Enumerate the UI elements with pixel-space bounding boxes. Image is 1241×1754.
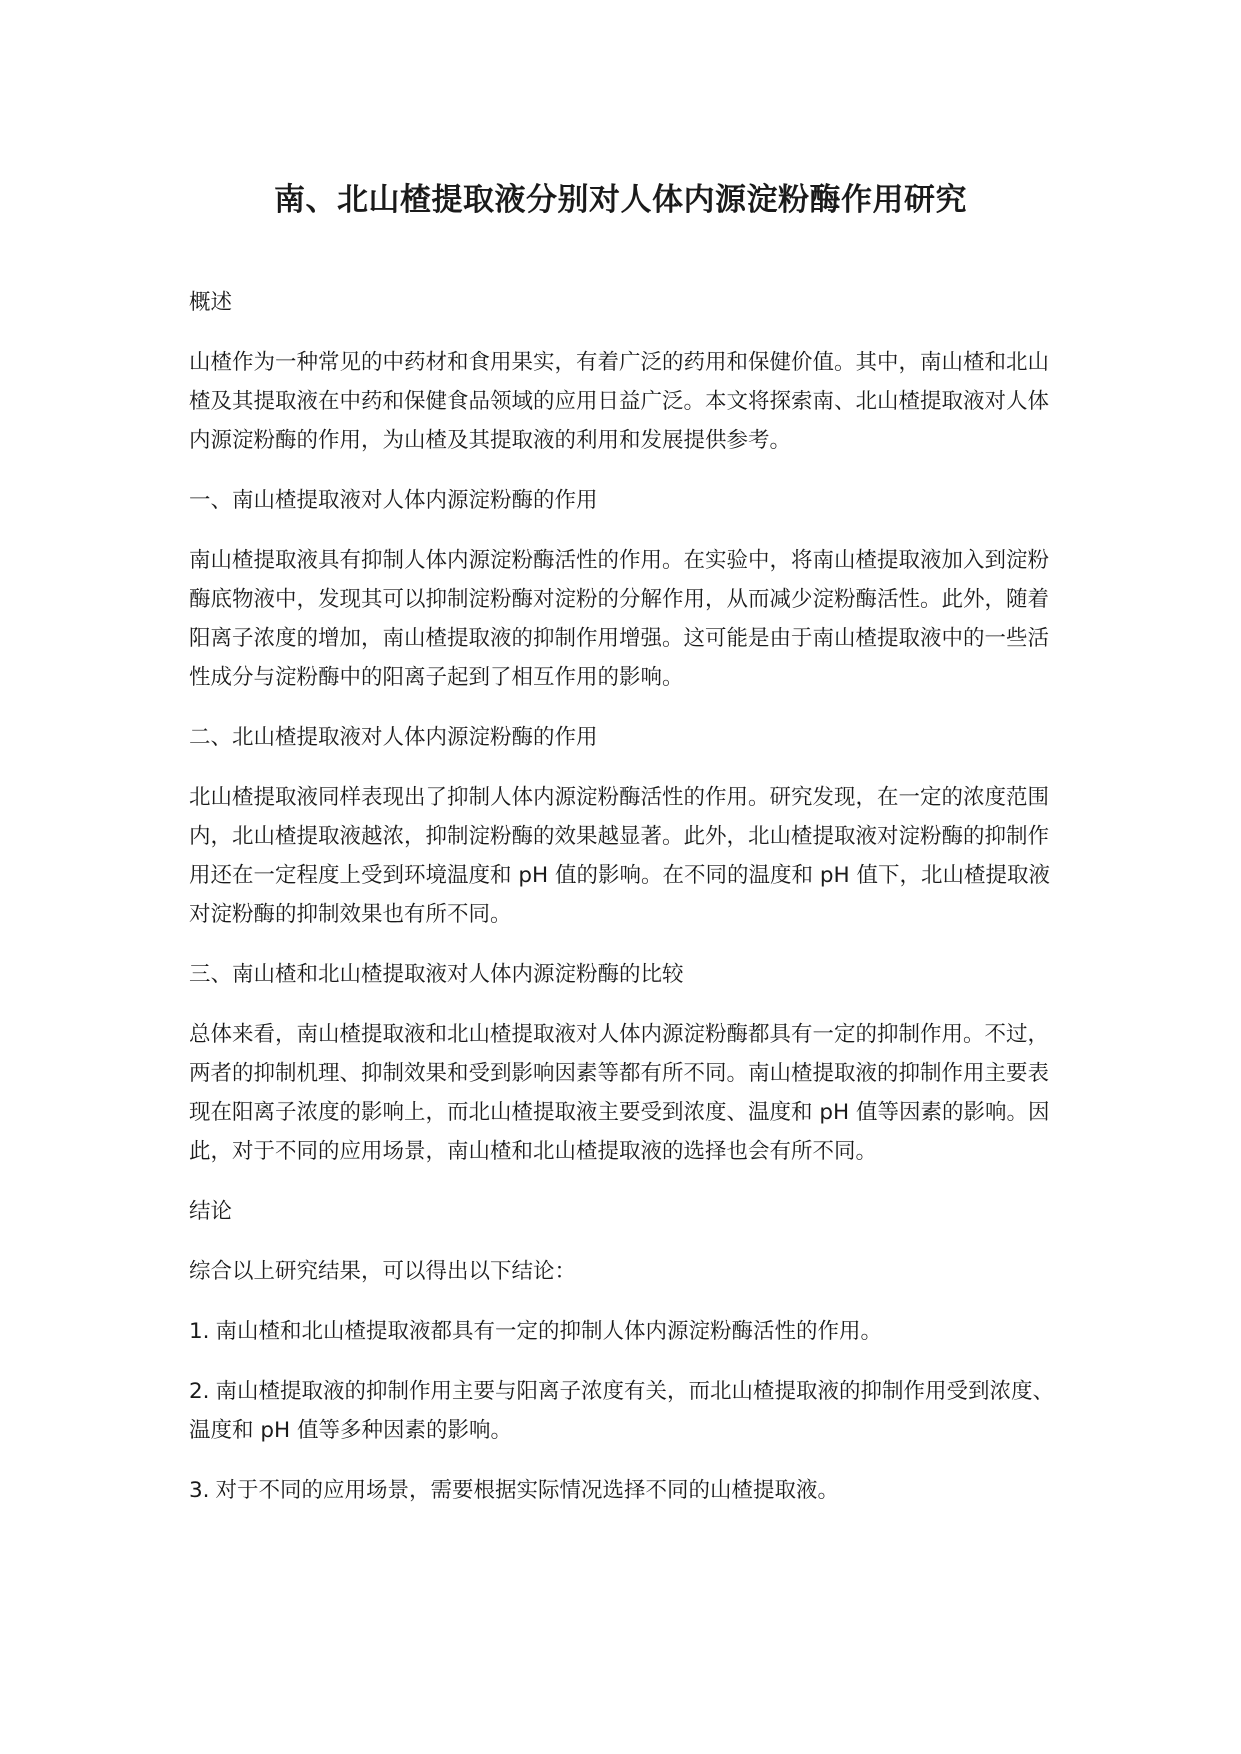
section2-paragraph: 北山楂提取液同样表现出了抑制人体内源淀粉酶活性的作用。研究发现，在一定的浓度范围内，北山楂提取液越浓，抑制淀粉酶的效果越显著。此外，北山楂提取液对淀粉酶的抑制作用还在一定程度上受到环境温度和 pH 值的影响。在不同的温度和 pH 值下，北山楂提取液对淀粉酶的抑制效果也有所不同。 xyxy=(189,785,1050,927)
overview-heading: 概述 xyxy=(189,290,233,315)
conclusion-item-text: 南山楂提取液的抑制作用主要与阳离子浓度有关，而北山楂提取液的抑制作用受到浓度、温度和 pH 值等多种因素的影响。 xyxy=(189,1379,1055,1443)
section3-paragraph: 总体来看，南山楂提取液和北山楂提取液对人体内源淀粉酶都具有一定的抑制作用。不过，两者的抑制机理、抑制效果和受到影响因素等都有所不同。南山楂提取液的抑制作用主要表现在阳离子浓度的影响上，而北山楂提取液主要受到浓度、温度和 pH 值等因素的影响。因此，对于不同的应用场景，南山楂和北山楂提取液的选择也会有所不同。 xyxy=(189,1022,1050,1164)
conclusion-intro: 综合以上研究结果，可以得出以下结论： xyxy=(189,1259,577,1284)
conclusion-item-number: 2. xyxy=(189,1379,210,1404)
section1-paragraph: 南山楂提取液具有抑制人体内源淀粉酶活性的作用。在实验中，将南山楂提取液加入到淀粉酶底物液中，发现其可以抑制淀粉酶对淀粉的分解作用，从而减少淀粉酶活性。此外，随着阳离子浓度的增加，南山楂提取液的抑制作用增强。这可能是由于南山楂提取液中的一些活性成分与淀粉酶中的阳离子起到了相互作用的影响。 xyxy=(189,548,1050,690)
conclusion-item xyxy=(189,1471,1069,1510)
document-title: 南、北山楂提取液分别对人体内源淀粉酶作用研究 xyxy=(274,182,967,218)
conclusion-item xyxy=(189,1372,1069,1450)
conclusion-item-text: 南山楂和北山楂提取液都具有一定的抑制人体内源淀粉酶活性的作用。 xyxy=(215,1319,883,1344)
conclusion-item-number: 1. xyxy=(189,1319,210,1344)
conclusion-item xyxy=(189,1312,1069,1351)
conclusion-heading: 结论 xyxy=(189,1199,233,1224)
document-body xyxy=(189,283,1069,1531)
conclusion-item-number: 3. xyxy=(189,1478,210,1503)
section3-heading: 三、南山楂和北山楂提取液对人体内源淀粉酶的比较 xyxy=(189,962,684,987)
section2-heading: 二、北山楂提取液对人体内源淀粉酶的作用 xyxy=(189,725,598,750)
overview-paragraph: 山楂作为一种常见的中药材和食用果实，有着广泛的药用和保健价值。其中，南山楂和北山楂及其提取液在中药和保健食品领域的应用日益广泛。本文将探索南、北山楂提取液对人体内源淀粉酶的作用，为山楂及其提取液的利用和发展提供参考。 xyxy=(189,350,1050,453)
conclusion-item-text: 对于不同的应用场景，需要根据实际情况选择不同的山楂提取液。 xyxy=(215,1478,840,1503)
section1-heading: 一、南山楂提取液对人体内源淀粉酶的作用 xyxy=(189,488,598,513)
